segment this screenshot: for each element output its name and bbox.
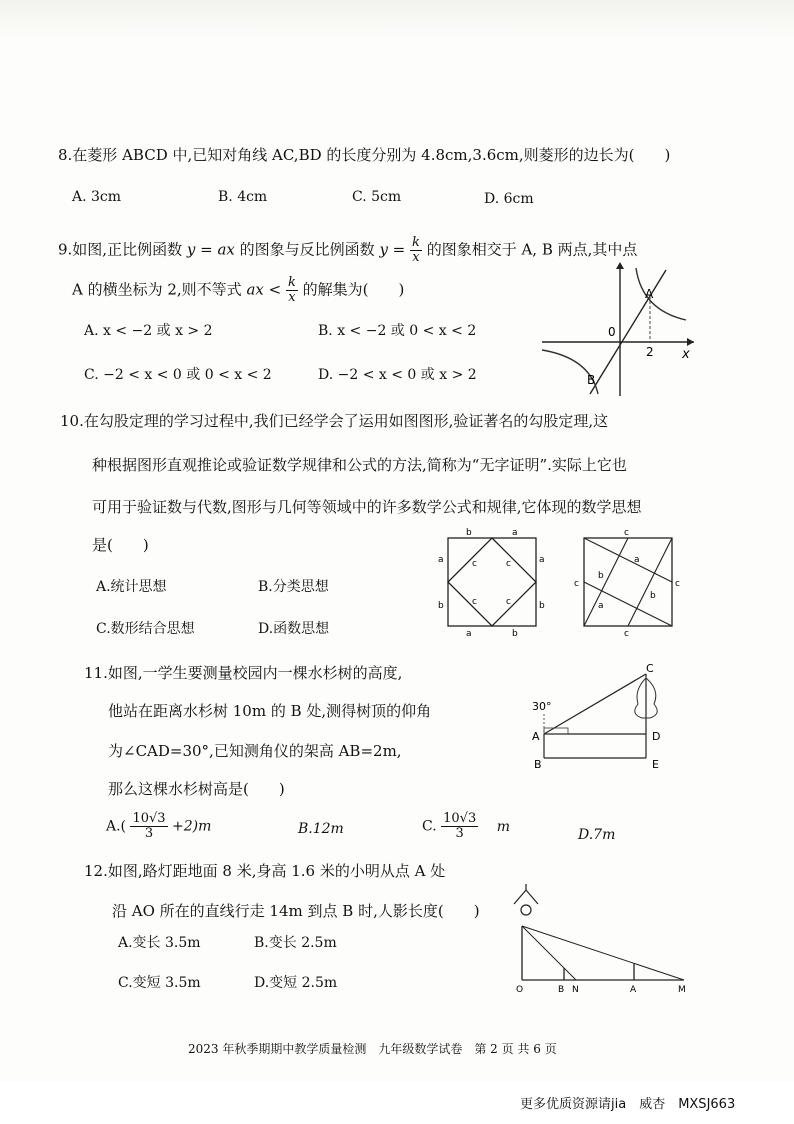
q10-outer-square	[448, 538, 536, 626]
q10-l-bot-b: b	[512, 629, 518, 638]
q11-line3: 为∠CAD=30°,已知测角仪的架高 AB=2m,	[108, 742, 402, 760]
q9-frac-den: x	[412, 250, 420, 265]
q12-label-o: O	[516, 985, 524, 995]
q10-line4: 是( )	[92, 536, 149, 554]
q9-text-c: 的图象相交于 A, B 两点,其中点	[426, 240, 638, 259]
q10-diag-2	[628, 538, 672, 626]
scan-shadow	[0, 0, 794, 40]
q10-r-b2: b	[650, 591, 656, 601]
q12-line2: 沿 AO 所在的直线行走 14m 到点 B 时,人影长度( )	[112, 902, 480, 920]
q8-option-a: A. 3cm	[72, 189, 122, 205]
q10-l-top-b: b	[466, 528, 472, 538]
q10-l-right-b: b	[539, 601, 545, 611]
page-footer: 2023 年秋季期期中教学质量检测 九年级数学试卷 第 2 页 共 6 页	[188, 1042, 557, 1056]
q8-option-d: D. 6cm	[484, 191, 534, 207]
q10-option-d: D.函数思想	[258, 621, 330, 637]
q9-label-o: 0	[608, 325, 616, 339]
q9-option-d: D. −2 < x < 0 或 x > 2	[318, 367, 477, 383]
q11-label-angle: 30°	[532, 700, 552, 713]
q12-label-n: N	[572, 985, 579, 995]
q11-line2: 他站在距离水杉树 10m 的 B 处,测得树顶的仰角	[108, 702, 432, 720]
q11-opt-c-suffix: m	[496, 818, 510, 835]
watermark: 更多优质资源请jia 威杏 MXSJ663	[520, 1097, 736, 1112]
q10-option-a: A.统计思想	[96, 579, 167, 595]
q10-l-c3: c	[472, 597, 477, 607]
q11-label-e: E	[652, 758, 659, 770]
q10-l-c2: c	[506, 559, 511, 569]
q11-opt-c-den: 3	[455, 826, 464, 841]
q9-label-2: 2	[646, 345, 654, 359]
q9-graph	[538, 258, 698, 400]
q11-label-a: A	[532, 730, 540, 743]
q10-l-c1: c	[472, 559, 477, 569]
q11-option-a	[106, 812, 211, 841]
q8-stem: 8.在菱形 ABCD 中,已知对角线 AC,BD 的长度分别为 4.8cm,3.6cm,则菱形的边长为( )	[58, 146, 671, 164]
q11-label-b: B	[534, 758, 542, 770]
q9-inequality: ax <	[246, 280, 282, 299]
q10-l-left-a: a	[438, 555, 444, 565]
q11-figure	[530, 660, 680, 770]
q12-lamp-icon	[514, 890, 538, 904]
q10-r-b1: b	[598, 571, 604, 581]
q12-ray-m	[522, 926, 684, 980]
q10-l-top-a: a	[512, 528, 518, 538]
q9-text-a: 9.如图,正比例函数	[58, 240, 183, 259]
q11-line1: 11.如图,一学生要测量校园内一棵水杉树的高度,	[84, 664, 403, 682]
q9-text-e: 的解集为( )	[302, 280, 405, 299]
q12-label-a: A	[630, 985, 637, 995]
q9-frac2-den: x	[288, 290, 296, 305]
q11-opt-a-prefix: A.(	[106, 818, 127, 835]
q9-eq-linear: y = ax	[186, 240, 235, 259]
q9-label-a: A	[645, 287, 654, 301]
q9-eq-lhs: y =	[379, 240, 406, 259]
q10-inner-square	[448, 538, 536, 626]
q11-line-ac	[544, 674, 646, 734]
q10-option-b: B.分类思想	[258, 579, 329, 595]
q10-figure-left	[436, 526, 548, 638]
q12-label-b: B	[558, 985, 565, 995]
q10-l-c4: c	[506, 597, 511, 607]
q12-option-d: D.变短 2.5m	[254, 975, 338, 991]
q9-option-c: C. −2 < x < 0 或 0 < x < 2	[84, 367, 272, 383]
q12-line1: 12.如图,路灯距地面 8 米,身高 1.6 米的小明从点 A 处	[84, 862, 446, 880]
q9-hyperbola-right	[636, 268, 686, 320]
q9-text-d: A 的横坐标为 2,则不等式	[72, 280, 242, 299]
q10-l-left-b: b	[438, 601, 444, 611]
q9-linear-line	[590, 270, 666, 394]
q11-opt-c-fraction	[441, 812, 478, 841]
q11-opt-a-suffix: +2)m	[172, 818, 212, 835]
q9-label-b: B	[587, 373, 596, 387]
q12-ray-n	[522, 926, 576, 980]
q10-r-top-c: c	[624, 528, 629, 538]
q10-option-c: C.数形结合思想	[96, 621, 195, 637]
q8-option-c: C. 5cm	[352, 189, 402, 205]
q8-option-b: B. 4cm	[218, 189, 268, 205]
q10-l-right-a: a	[539, 555, 545, 565]
q9-fraction-2	[286, 276, 298, 305]
q10-line1: 10.在勾股定理的学习过程中,我们已经学会了运用如图图形,验证著名的勾股定理,这	[60, 412, 609, 430]
q9-text-b: 的图象与反比例函数	[239, 240, 375, 259]
q12-figure	[506, 880, 696, 996]
q11-opt-a-num: 10√3	[132, 811, 166, 826]
q12-option-c: C.变短 3.5m	[118, 975, 201, 991]
q10-diag-4	[584, 538, 628, 626]
q10-square-c	[584, 538, 672, 626]
q11-opt-c-num: 10√3	[443, 811, 477, 826]
q11-opt-a-fraction	[130, 812, 167, 841]
q10-r-a1: a	[634, 555, 640, 565]
q10-figure-right	[572, 526, 684, 638]
q12-option-b: B.变长 2.5m	[254, 935, 337, 951]
q12-option-a: A.变长 3.5m	[118, 935, 201, 951]
q10-r-right-c: c	[675, 579, 680, 589]
q11-label-c: C	[646, 662, 654, 675]
q11-instrument-icon	[544, 728, 568, 734]
q11-label-d: D	[652, 730, 661, 743]
q11-line4: 那么这棵水杉树高是( )	[108, 780, 285, 798]
q9-option-b: B. x < −2 或 0 < x < 2	[318, 323, 477, 339]
q10-r-bot-c: c	[624, 629, 629, 638]
q9-label-x: x	[682, 347, 690, 362]
q11-option-d: D.7m	[578, 827, 616, 843]
q11-option-c	[422, 812, 510, 841]
q9-hyperbola-left	[542, 350, 598, 394]
q11-opt-c-prefix: C.	[422, 818, 437, 835]
q9-x-arrow	[687, 338, 694, 346]
q9-fraction	[410, 236, 422, 265]
q10-line2: 种根据图形直观推论或验证数学规律和公式的方法,简称为“无字证明”.实际上它也	[92, 456, 627, 474]
q12-bulb-icon	[521, 905, 531, 915]
q9-option-a: A. x < −2 或 x > 2	[84, 323, 213, 339]
q10-line3: 可用于验证数与代数,图形与几何等领域中的许多数学公式和规律,它体现的数学思想	[92, 498, 642, 516]
q10-r-left-c: c	[574, 579, 579, 589]
q9-frac-num: k	[412, 235, 420, 250]
q12-label-m: M	[678, 985, 686, 995]
q9-y-arrow	[616, 262, 624, 269]
q9-line2	[72, 276, 404, 305]
q9-frac2-num: k	[288, 275, 296, 290]
q11-opt-a-den: 3	[144, 826, 154, 841]
q10-r-a2: a	[598, 601, 604, 611]
q10-l-bot-a: a	[466, 629, 472, 638]
q11-option-b: B.12m	[298, 821, 344, 837]
